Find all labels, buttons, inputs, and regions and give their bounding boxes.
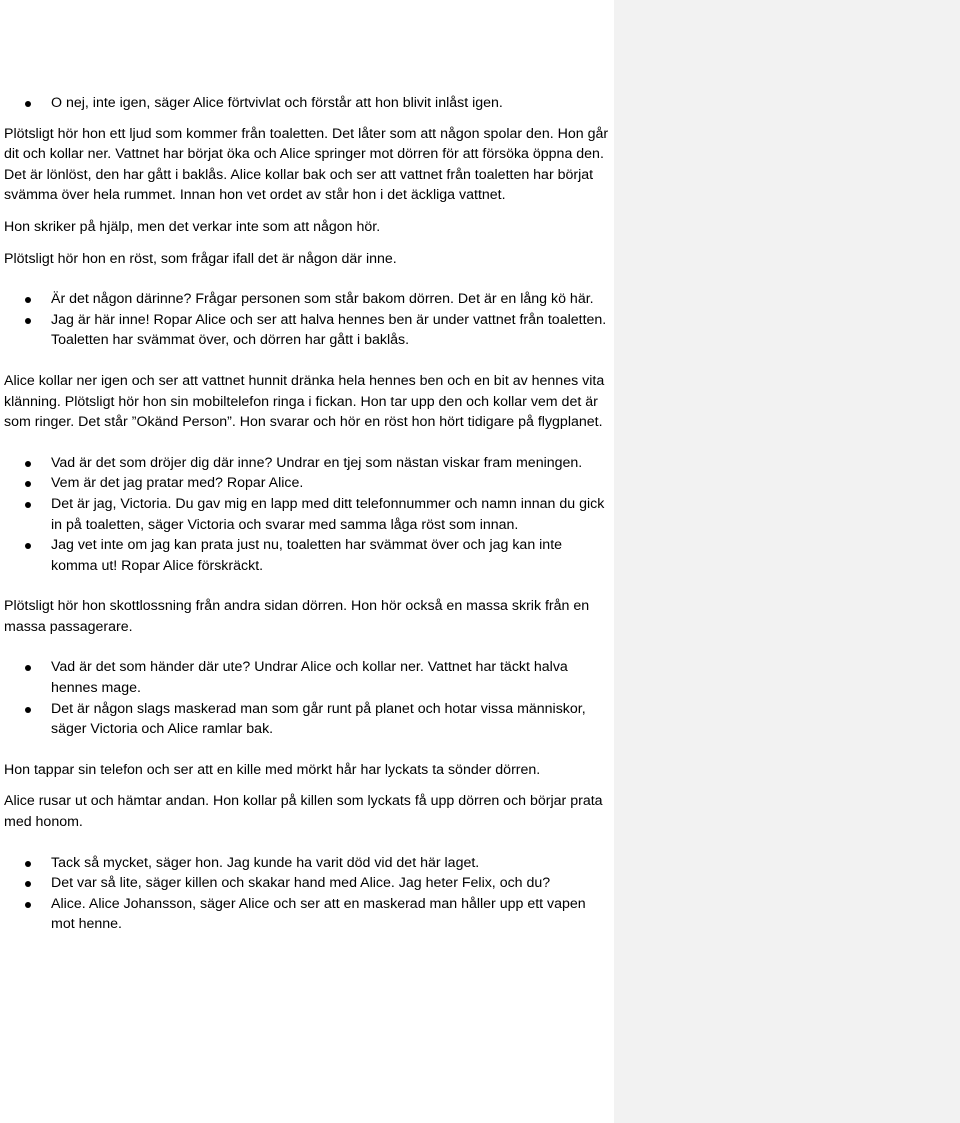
- bullet-icon: [25, 707, 31, 713]
- list-item-text: Jag är här inne! Ropar Alice och ser att halva hennes ben är under vattnet från toaletten. Toaletten har svämmat över, och dörren har gått i baklås.: [51, 311, 607, 349]
- bullet-icon: [25, 101, 31, 107]
- bullet-icon: [25, 297, 31, 303]
- list-item: [4, 873, 610, 894]
- paragraph: Plötsligt hör hon en röst, som frågar ifall det är någon där inne.: [4, 250, 397, 267]
- bullet-icon: [25, 861, 31, 867]
- list-item: [4, 310, 610, 351]
- list-item-text: Det är jag, Victoria. Du gav mig en lapp med ditt telefonnummer och namn innan du gick in på toaletten, säger Victoria och svarar med samma låga röst som innan.: [51, 495, 605, 533]
- dialogue-list: [4, 453, 610, 577]
- bullet-icon: [25, 318, 31, 324]
- list-item: [4, 657, 610, 698]
- list-item: [4, 494, 610, 535]
- list-item-text: O nej, inte igen, säger Alice förtvivlat och förstår att hon blivit inlåst igen.: [51, 95, 503, 111]
- bullet-icon: [25, 881, 31, 887]
- bullet-icon: [25, 461, 31, 467]
- bullet-icon: [25, 543, 31, 549]
- list-item: [4, 699, 610, 740]
- list-item-text: Vem är det jag pratar med? Ropar Alice.: [51, 475, 304, 492]
- list-item-text: Tack så mycket, säger hon. Jag kunde ha varit död vid det här laget.: [51, 854, 480, 871]
- opening-list: [4, 93, 610, 114]
- paragraph: Plötsligt hör hon ett ljud som kommer från toaletten. Det låter som att någon spolar den. Hon går dit och kollar ner. Vattnet har börjat öka och Alice springer mot dörren för att försöka öppna den. Det är lönlöst, den har gått i baklås. Alice kollar bak och ser att vattnet från toaletten har börjat svämma över hela rummet. Innan hon vet ordet av står hon i det äckliga vattnet.: [4, 125, 609, 204]
- list-item-text: Är det någon därinne? Frågar personen som står bakom dörren. Det är en lång kö här.: [51, 291, 594, 308]
- bullet-icon: [25, 481, 31, 487]
- bullet-icon: [25, 902, 31, 908]
- list-item-text: Alice. Alice Johansson, säger Alice och ser att en maskerad man håller upp ett vapen mot henne.: [51, 895, 586, 933]
- dialogue-list: [4, 289, 610, 351]
- list-item-text: Vad är det som händer där ute? Undrar Alice och kollar ner. Vattnet har täckt halva hennes mage.: [51, 659, 568, 697]
- bullet-icon: [25, 502, 31, 508]
- paragraph: Hon skriker på hjälp, men det verkar inte som att någon hör.: [4, 218, 381, 235]
- paragraph: Plötsligt hör hon skottlossning från andra sidan dörren. Hon hör också en massa skrik från en massa passagerare.: [4, 598, 590, 635]
- dialogue-list: [4, 657, 610, 739]
- list-item: [4, 894, 610, 935]
- list-item: [4, 93, 610, 114]
- dialogue-list: [4, 853, 610, 935]
- list-item-text: Det är någon slags maskerad man som går runt på planet och hotar vissa människor, säger Victoria och Alice ramlar bak.: [51, 700, 586, 738]
- comment-margin-pane: [614, 0, 960, 1123]
- paragraph: Alice rusar ut och hämtar andan. Hon kollar på killen som lyckats få upp dörren och börjar prata med honom.: [4, 793, 603, 831]
- paragraph: Alice kollar ner igen och ser att vattnet hunnit dränka hela hennes ben och en bit av hennes vita klänning. Plötsligt hör hon sin mobiltelefon ringa i fickan. Hon tar upp den och kollar vem det är som ringer. Det står ”Okänd Person”. Hon svarar och hör en röst hon hört tidigare på flygplanet.: [4, 372, 605, 431]
- list-item-text: Vad är det som dröjer dig där inne? Undrar en tjej som nästan viskar fram meningen.: [51, 454, 583, 471]
- document-body: [4, 93, 610, 945]
- list-item: [4, 473, 610, 494]
- list-item: [4, 853, 610, 874]
- paragraph: Hon tappar sin telefon och ser att en kille med mörkt hår har lyckats ta sönder dörren.: [4, 761, 541, 778]
- list-item: [4, 453, 610, 474]
- bullet-icon: [25, 665, 31, 671]
- list-item-text: Jag vet inte om jag kan prata just nu, toaletten har svämmat över och jag kan inte komma ut! Ropar Alice förskräckt.: [51, 537, 563, 574]
- list-item: [4, 289, 610, 310]
- list-item-text: Det var så lite, säger killen och skakar hand med Alice. Jag heter Felix, och du?: [51, 875, 551, 892]
- list-item: [4, 535, 610, 576]
